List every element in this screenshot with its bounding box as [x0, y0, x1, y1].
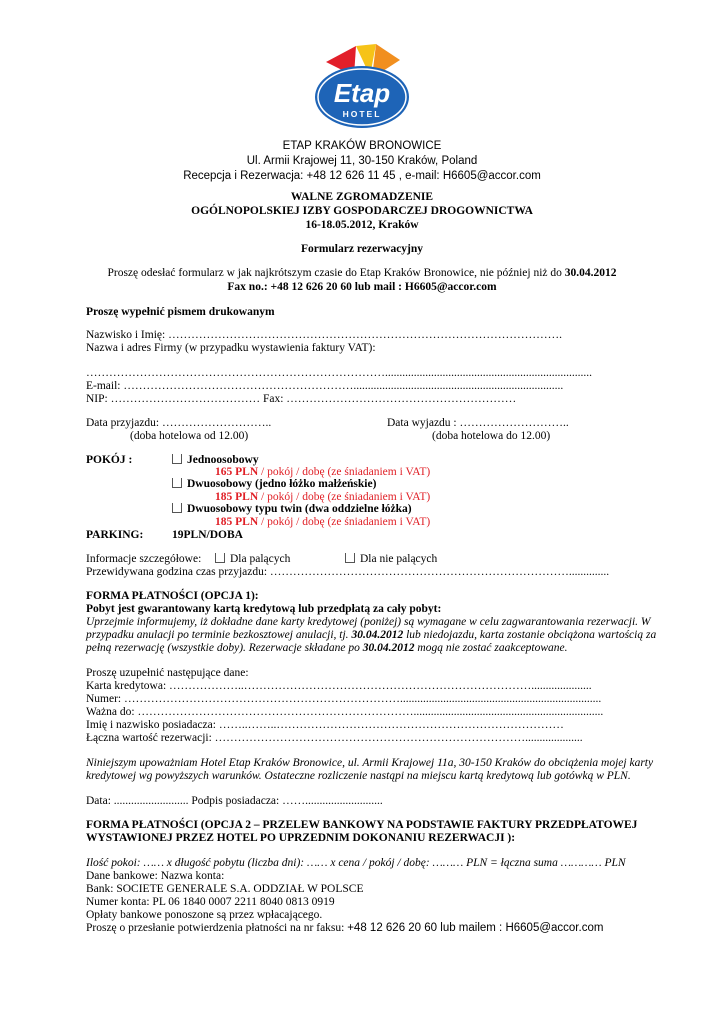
- total-value-field[interactable]: Łączna wartość rezerwacji: ………………………………………………………………………....................: [86, 732, 583, 744]
- checkbox-icon[interactable]: [172, 478, 182, 488]
- bank-fees: Opłaty bankowe ponoszone są przez wpłacającego.: [86, 909, 323, 921]
- room-double-price: 185 PLN / pokój / dobę (ze śniadaniem i VAT): [215, 491, 431, 503]
- send-fax: Fax no.: +48 12 626 20 60 lub mail : H6605@accor.com: [227, 281, 497, 293]
- checkbox-icon[interactable]: [172, 454, 182, 464]
- send-instruction: Proszę odesłać formularz w jak najkrótszym czasie do Etap Kraków Bronowice, nie później niż do 30.04.2012: [107, 267, 617, 279]
- room-double-option[interactable]: Dwuosobowy (jedno łóżko małżeńskie): [172, 478, 376, 490]
- payment1-text3: pełną rezerwację (wszystkie doby). Rezerwacje składane po 30.04.2012 mogą nie zostać zaakceptowane.: [86, 642, 568, 654]
- payment2-title2: WYSTAWIONEJ PRZEZ HOTEL PO UPRZEDNIM DOKONANIU REZERWACJI ):: [86, 832, 516, 844]
- bank-account: Numer konta: PL 06 1840 0007 2211 8040 0813 0919: [86, 896, 335, 908]
- parking-value: 19PLN/DOBA: [172, 529, 243, 541]
- signature-holder-field[interactable]: Podpis posiadacza: ……...........................: [188, 795, 383, 807]
- hotel-reception: Recepcja i Rezerwacja: +48 12 626 11 45 , e-mail: H6605@accor.com: [183, 170, 541, 182]
- payment1-subtitle: Pobyt jest gwarantowany kartą kredytową lub przedpłatą za cały pobyt:: [86, 603, 442, 615]
- card-number-field[interactable]: Numer: ………………………………………………………………......................................................................: [86, 693, 602, 705]
- form-title: Formularz rezerwacyjny: [300, 243, 424, 255]
- parking-label: PARKING:: [86, 529, 144, 541]
- room-single-price: 165 PLN / pokój / dobę (ze śniadaniem i VAT): [215, 466, 431, 478]
- room-twin-option[interactable]: Dwuosobowy typu twin (dwa oddzielne łóżka): [172, 503, 412, 515]
- signature-date-field[interactable]: Data: ..........................: [86, 795, 189, 807]
- payment1-text1: Uprzejmie informujemy, iż dokładne dane karty kredytowej (poniżej) są wymagane w celu zagwarantowania rezerwacji. W: [86, 616, 651, 628]
- card-holder-field[interactable]: Imię i nazwisko posiadacza: ……..……..…………………………………………………………………: [86, 719, 564, 731]
- signature-line[interactable]: [86, 795, 383, 807]
- card-field[interactable]: Karta kredytowa: ………………..………………………………………………………………….....................: [86, 680, 592, 692]
- room-label: POKÓJ :: [86, 454, 133, 466]
- company-field[interactable]: ……………………………………………………………………........................................................................: [86, 367, 592, 379]
- name-field[interactable]: Nazwisko i Imię: ………………………………………………………………………………………….: [86, 329, 562, 341]
- departure-note: (doba hotelowa do 12.00): [432, 430, 551, 442]
- payment1-title: FORMA PŁATNOŚCI (OPCJA 1):: [86, 590, 259, 602]
- payment2-formula[interactable]: Ilość pokoi: …… x długość pobytu (liczba dni): …… x cena / pokój / dobę: ……… PLN = łączna suma ………… PLN: [86, 857, 626, 869]
- nonsmoking-option[interactable]: Dla nie palących: [345, 553, 437, 565]
- card-valid-field[interactable]: Ważna do: ………………………………………………………………..................................................................: [86, 706, 604, 718]
- etap-hotel-logo: [312, 40, 412, 132]
- payment-confirmation: Proszę o przesłanie potwierdzenia płatności na nr faksu: +48 12 626 20 60 lub mailem : H6605@accor.com: [86, 922, 604, 934]
- logo-sub: HOTEL: [342, 109, 382, 119]
- event-line1: WALNE ZGROMADZENIE: [290, 191, 434, 203]
- smoking-option[interactable]: Dla palących: [215, 553, 290, 565]
- hotel-name: ETAP KRAKÓW BRONOWICE: [282, 140, 442, 152]
- hotel-address: Ul. Armii Krajowej 11, 30-150 Kraków, Poland: [246, 155, 478, 167]
- bank-name: Bank: SOCIETE GENERALE S.A. ODDZIAŁ W POLSCE: [86, 883, 364, 895]
- room-twin-price: 185 PLN / pokój / dobę (ze śniadaniem i VAT): [215, 516, 431, 528]
- fill-print-note: Proszę wypełnić pismem drukowanym: [86, 306, 275, 318]
- arrival-date-field[interactable]: Data przyjazdu: ………………………..: [86, 417, 272, 429]
- departure-date-field[interactable]: Data wyjazdu : ………………………..: [387, 417, 569, 429]
- event-line3: 16-18.05.2012, Kraków: [305, 219, 419, 231]
- company-label: Nazwa i adres Firmy (w przypadku wystawienia faktury VAT):: [86, 342, 376, 354]
- checkbox-icon[interactable]: [172, 503, 182, 513]
- info-label: Informacje szczegółowe:: [86, 553, 202, 565]
- arrival-note: (doba hotelowa od 12.00): [130, 430, 249, 442]
- authorization-text1: Niniejszym upoważniam Hotel Etap Kraków Bronowice, ul. Armii Krajowej 11a, 30-150 Kraków do obciążenia mojej karty: [86, 757, 654, 769]
- email-field[interactable]: E-mail: …………………………………………………….........................................................................: [86, 380, 564, 392]
- payment1-text2: przypadku anulacji po terminie bezkosztowej anulacji, tj. 30.04.2012 lub niedojazdu, karta zostanie obciążona wartością za: [86, 629, 657, 641]
- nip-fax-field[interactable]: NIP: ………………………………… Fax: ……………………………………………………: [86, 393, 517, 405]
- checkbox-icon[interactable]: [345, 553, 355, 563]
- logo-brand: Etap: [333, 78, 391, 108]
- bank-data: Dane bankowe: Nazwa konta:: [86, 870, 225, 882]
- room-single-option[interactable]: Jednoosobowy: [172, 454, 259, 466]
- arrival-time-field[interactable]: Przewidywana godzina czas przyjazdu: ……………………………………………………………………..............: [86, 566, 610, 578]
- payment1-fill: Proszę uzupełnić następujące dane:: [86, 667, 249, 679]
- event-line2: OGÓLNOPOLSKIEJ IZBY GOSPODARCZEJ DROGOWNICTWA: [191, 205, 533, 217]
- checkbox-icon[interactable]: [215, 553, 225, 563]
- payment2-title1: FORMA PŁATNOŚCI (OPCJA 2 – PRZELEW BANKOWY NA PODSTAWIE FAKTURY PRZEDPŁATOWEJ: [86, 819, 638, 831]
- authorization-text2: kredytowej wg powyższych warunków. Ostateczne rozliczenie nastąpi na miejscu kartą kredytową lub gotówką w PLN.: [86, 770, 631, 782]
